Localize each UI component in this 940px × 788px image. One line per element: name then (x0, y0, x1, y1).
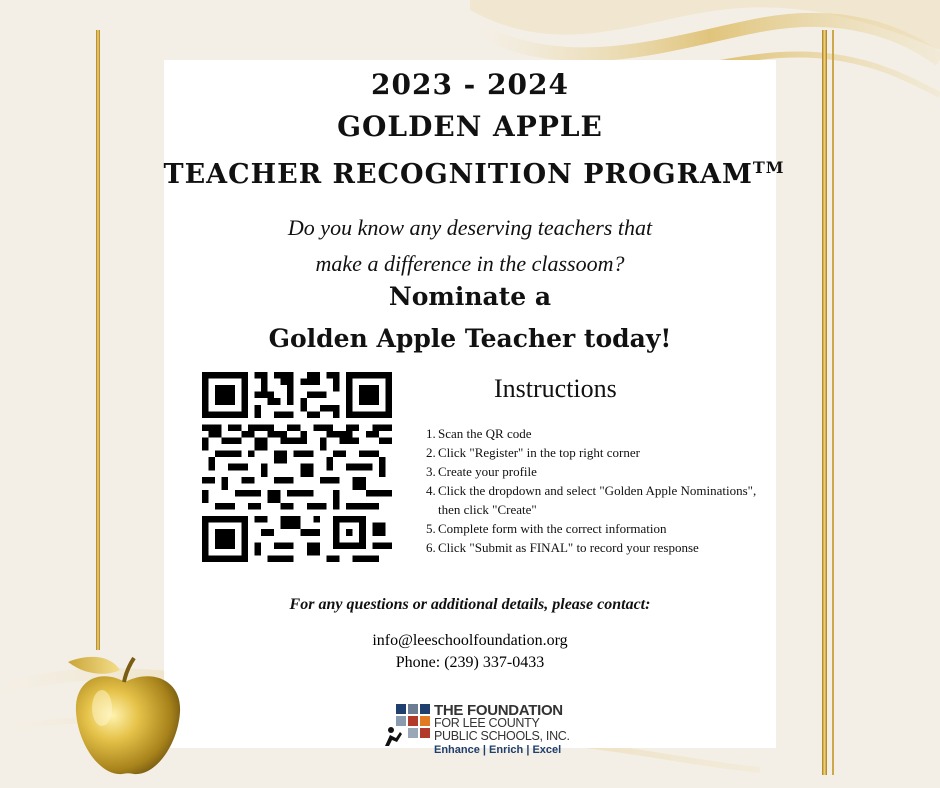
list-item (426, 538, 766, 557)
list-item (426, 424, 766, 443)
flyer-card (163, 60, 785, 756)
qr-code[interactable] (202, 372, 392, 562)
program-title: GOLDEN APPLE (337, 110, 603, 143)
year-title: 2023 - 2024 (371, 68, 569, 101)
list-item (426, 519, 766, 538)
list-item (426, 481, 766, 519)
step-number: 2. (426, 445, 436, 460)
step-text: Scan the QR code (438, 426, 532, 441)
trademark: TM (752, 158, 785, 177)
instructions-title: Instructions (494, 374, 617, 403)
logo-mark-icon (382, 702, 432, 748)
program-subtitle (154, 158, 794, 190)
step-number: 1. (426, 426, 436, 441)
contact-heading: For any questions or additional details, please contact: (289, 596, 651, 613)
logo-line-1: THE FOUNDATION (434, 702, 563, 719)
subtitle-text: TEACHER RECOGNITION PROGRAM (163, 159, 753, 190)
step-number: 4. (426, 483, 436, 498)
cta-line-2: Golden Apple Teacher today! (268, 324, 672, 353)
gold-bar-right-inner (832, 30, 834, 775)
foundation-logo (382, 702, 582, 756)
logo-text (434, 704, 570, 757)
list-item (426, 443, 766, 462)
step-text: Click "Register" in the top right corner (438, 445, 640, 460)
list-item (426, 462, 766, 481)
step-text: Click "Submit as FINAL" to record your response (438, 540, 699, 555)
cta-line-1: Nominate a (388, 282, 552, 311)
contact-email[interactable]: info@leeschoolfoundation.org (372, 632, 568, 649)
gold-bar-left (96, 30, 100, 650)
instructions-list (426, 424, 766, 557)
step-number: 5. (426, 521, 436, 536)
intro-question (164, 210, 776, 282)
golden-apple-icon (60, 646, 190, 782)
gold-bar-right-outer (822, 30, 827, 775)
intro-line-1: Do you know any deserving teachers that (287, 215, 653, 240)
step-text: Create your profile (438, 464, 537, 479)
step-text: Click the dropdown and select "Golden Apple Nominations", then click "Create" (438, 483, 757, 517)
intro-line-2: make a difference in the classoom? (315, 251, 625, 276)
step-number: 6. (426, 540, 436, 555)
logo-line-2: FOR LEE COUNTY (434, 716, 540, 730)
step-text: Complete form with the correct information (438, 521, 667, 536)
logo-tagline: Enhance | Enrich | Excel (434, 744, 562, 756)
contact-phone: Phone: (239) 337-0433 (395, 654, 545, 671)
logo-line-3: PUBLIC SCHOOLS, INC. (434, 729, 570, 743)
step-number: 3. (426, 464, 436, 479)
